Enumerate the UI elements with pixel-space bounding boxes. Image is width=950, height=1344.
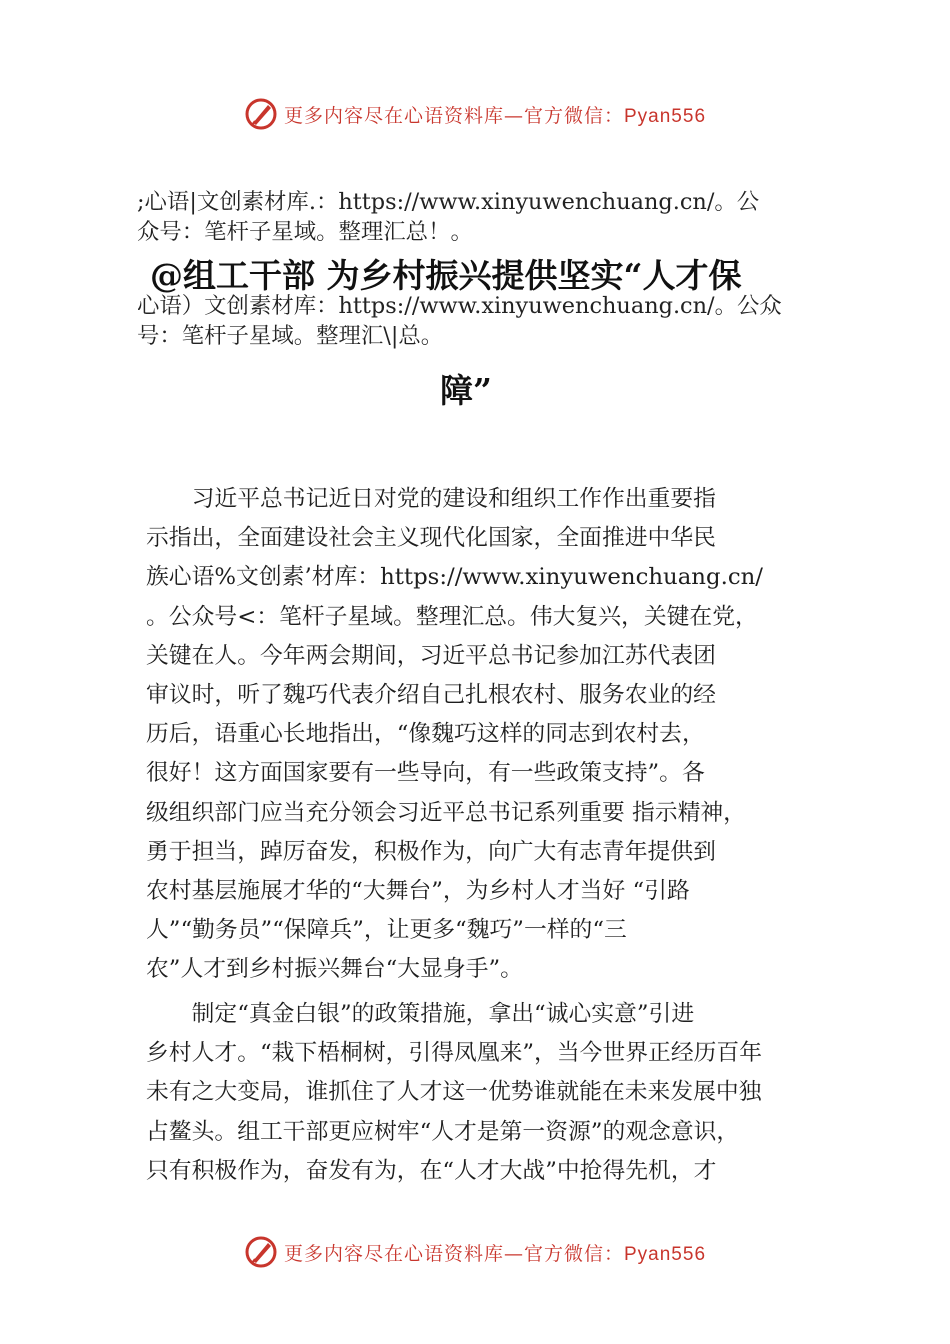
paragraph-line: 审议时，听了魏巧代表介绍自己扎根农村、服务农业的经 — [146, 682, 716, 709]
watermark-line-1: 心语）文创素材库：https://www.xinyuwenchuang.cn/。公众 — [137, 293, 782, 319]
paragraph-line: 农”人才到乡村振兴舞台“大显身手”。 — [146, 956, 523, 983]
paragraph-line: 乡村人才。“栽下梧桐树，引得凤凰来”，当今世界正经历百年 — [146, 1040, 763, 1067]
paragraph-line: 只有积极作为，奋发有为，在“人才大战”中抢得先机，才 — [146, 1157, 717, 1184]
paragraph-line: 未有之大变局，谁抓住了人才这一优势谁就能在未来发展中独 — [146, 1079, 762, 1106]
paragraph-line: 族心语%文创素’材库：https://www.xinyuwenchuang.cn/ — [146, 564, 763, 591]
paragraph-line: 。公众号<：笔杆子星域。整理汇总。伟大复兴，关键在党， — [146, 603, 758, 630]
watermark-line-2: 号：笔杆子星域。整理汇\|总。 — [137, 323, 444, 349]
header-line-1: ;心语|文创素材库.：https://www.xinyuwenchuang.cn/。公 — [137, 189, 760, 215]
quill-logo-icon — [244, 1235, 278, 1269]
paragraph-2 — [146, 995, 836, 1191]
top-banner — [0, 94, 950, 134]
paragraph-line: 级组织部门应当充分领会习近平总书记系列重要 指示精神， — [146, 799, 746, 826]
article-title-line-2: 障” — [440, 371, 492, 410]
paragraph-line: 占鳌头。组工干部更应树牢“人才是第一资源”的观念意识， — [146, 1118, 740, 1145]
paragraph-line: 勇于担当，踔厉奋发，积极作为，向广大有志青年提供到 — [146, 838, 716, 865]
quill-logo-icon — [244, 97, 278, 131]
paragraph-line: 习近平总书记近日对党的建设和组织工作作出重要指 — [146, 486, 716, 512]
banner-wechat-id: Pyan556 — [624, 1243, 707, 1265]
paragraph-line: 制定“真金白银”的政策措施，拿出“诚心实意”引进 — [146, 1001, 695, 1027]
banner-wechat-id: Pyan556 — [624, 105, 707, 127]
article-title-line-1: @组工干部 为乡村振兴提供坚实“人才保 — [150, 256, 742, 295]
banner-text: 更多内容尽在心语资料库—官方微信：Pyan556 — [283, 104, 707, 127]
header-line-2: 众号：笔杆子星域。整理汇总！。 — [137, 219, 473, 245]
paragraph-line: 关键在人。今年两会期间，习近平总书记参加江苏代表团 — [146, 642, 716, 669]
paragraph-line: 很好！这方面国家要有一些导向，有一些政策支持”。各 — [146, 760, 705, 787]
banner-text: 更多内容尽在心语资料库—官方微信：Pyan556 — [283, 1242, 707, 1265]
paragraph-line: 示指出，全面建设社会主义现代化国家，全面推进中华民 — [146, 525, 716, 552]
paragraph-line: 农村基层施展才华的“大舞台”，为乡村人才当好 “引路 — [146, 878, 690, 905]
paragraph-1 — [146, 480, 836, 990]
bottom-banner — [0, 1232, 950, 1272]
paragraph-line: 历后，语重心长地指出，“像魏巧这样的同志到农村去， — [146, 721, 705, 748]
paragraph-line: 人”“勤务员”“保障兵”，让更多“魏巧”一样的“三 — [146, 917, 627, 944]
